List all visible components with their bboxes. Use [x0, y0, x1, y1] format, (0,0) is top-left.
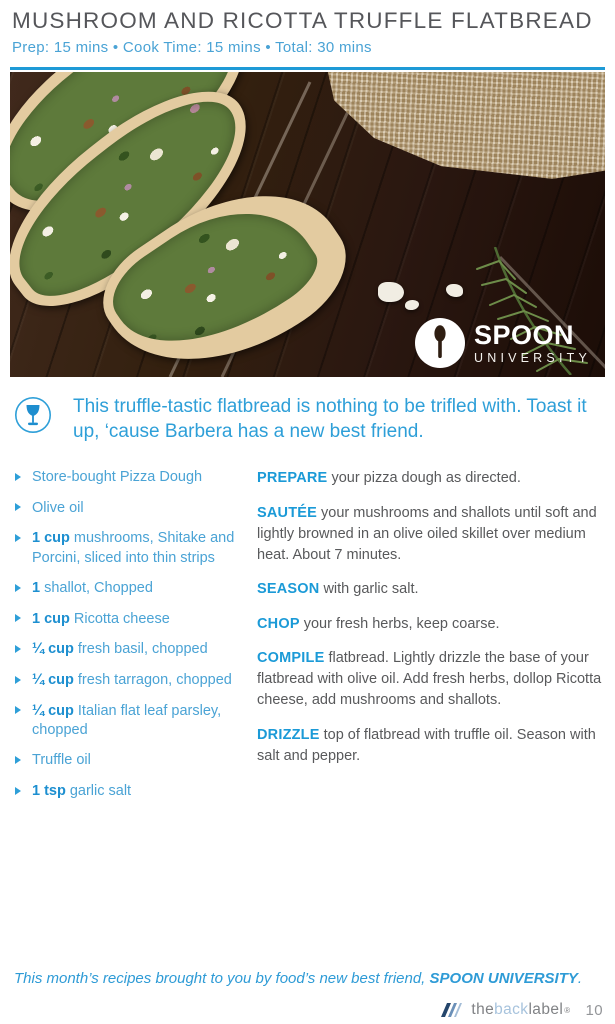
intro-callout: [14, 394, 603, 444]
bullet-triangle-icon: [15, 584, 21, 592]
spoon-icon: [415, 318, 465, 368]
header: [0, 0, 615, 56]
wine-glass-icon: [14, 396, 52, 434]
instructions: [254, 468, 605, 813]
thebacklabel-footer: [440, 1001, 603, 1019]
ingredient-item: 1 tsp garlic salt: [14, 782, 254, 801]
spoon-logo-text: SPOON: [473, 319, 575, 350]
attribution-note: This month’s recipes brought to you by food’s new best friend, SPOON UNIVERSITY.: [14, 970, 583, 987]
intro-text: This truffle-tastic flatbread is nothing to be trifled with. Toast it up, ‘cause Barbera has a new best friend.: [73, 396, 587, 443]
page-number: 10: [585, 1001, 603, 1019]
spoon-logo-subtext: UNIVERSITY: [473, 350, 591, 365]
bullet-triangle-icon: [15, 706, 21, 714]
ingredient-item: 1 cup Ricotta cheese: [14, 610, 254, 629]
instruction-step: COMPILE flatbread. Lightly drizzle the base of your flatbread with olive oil. Add fresh herbs, dollop Ricotta cheese, add mushrooms and shallots.: [257, 650, 602, 709]
instruction-step: SAUTÉE your mushrooms and shallots until soft and lightly browned in an olive oiled skillet over medium heat. About 7 minutes.: [257, 504, 597, 563]
brand-word-label: label: [528, 1001, 564, 1018]
instruction-step: SEASON with garlic salt.: [257, 581, 419, 598]
cheese-crumble: [446, 284, 463, 297]
bullet-triangle-icon: [15, 534, 21, 542]
brand-word-back: back: [494, 1001, 529, 1018]
instruction-step: CHOP your fresh herbs, keep coarse.: [257, 615, 500, 632]
bullet-triangle-icon: [15, 676, 21, 684]
thebacklabel-mark-icon: [440, 1002, 466, 1018]
ingredient-item: Truffle oil: [14, 751, 254, 770]
ingredient-item: ¼ cup fresh tarragon, chopped: [14, 671, 254, 690]
recipe-columns: [14, 468, 605, 813]
recipe-times: Prep: 15 mins • Cook Time: 15 mins • Total: 30 mins: [12, 39, 372, 56]
bullet-triangle-icon: [15, 473, 21, 481]
bullet-triangle-icon: [15, 503, 21, 511]
ingredient-item: Store-bought Pizza Dough: [14, 468, 254, 487]
accent-divider: [10, 67, 605, 70]
registered-mark: ®: [564, 1005, 571, 1015]
bullet-triangle-icon: [15, 645, 21, 653]
bullet-triangle-icon: [15, 756, 21, 764]
instruction-step: PREPARE your pizza dough as directed.: [257, 470, 521, 487]
ingredient-item: ¼ cup fresh basil, chopped: [14, 640, 254, 659]
ingredient-item: 1 cup mushrooms, Shitake and Porcini, sliced into thin strips: [14, 529, 254, 567]
ingredients-list: [14, 468, 254, 813]
recipe-photo: [10, 72, 605, 377]
cheese-crumble: [378, 282, 404, 302]
ingredient-item: 1 shallot, Chopped: [14, 579, 254, 598]
ingredient-item: Olive oil: [14, 499, 254, 518]
ingredient-item: ¼ cup Italian flat leaf parsley, chopped: [14, 702, 254, 740]
brand-word-the: the: [471, 1001, 495, 1018]
bullet-triangle-icon: [15, 614, 21, 622]
page-title: MUSHROOM AND RICOTTA TRUFFLE FLATBREAD: [12, 8, 593, 33]
instruction-step: DRIZZLE top of flatbread with truffle oil. Season with salt and pepper.: [257, 726, 596, 764]
bullet-triangle-icon: [15, 787, 21, 795]
spoon-university-logo: [415, 318, 591, 368]
